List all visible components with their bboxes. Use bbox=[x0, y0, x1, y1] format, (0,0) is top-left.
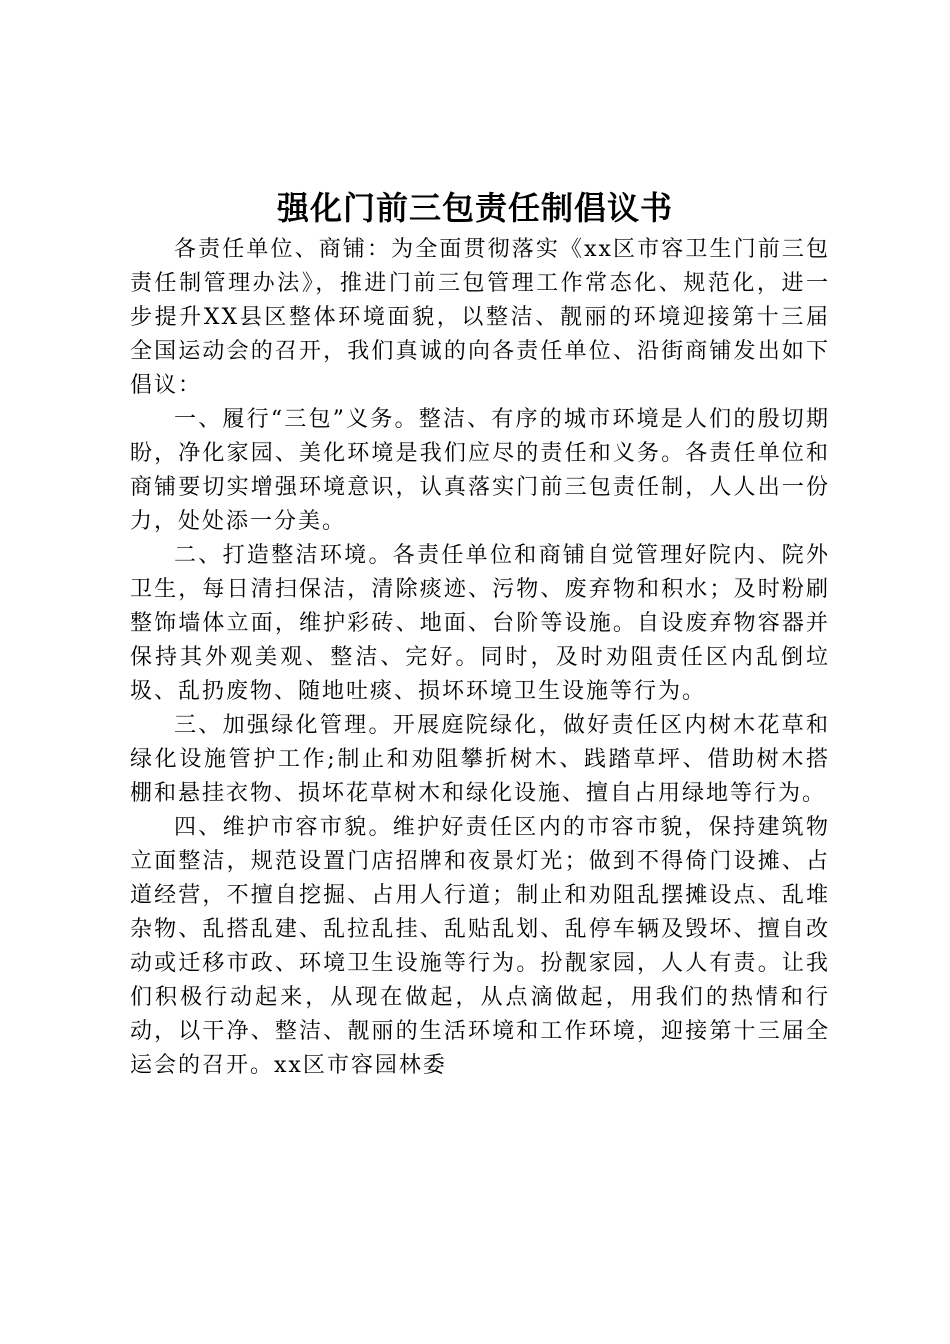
paragraph-intro: 各责任单位、商铺：为全面贯彻落实《xx区市容卫生门前三包责任制管理办法》，推进门前三包管理工作常态化、规范化，进一步提升XX县区整体环境面貌，以整洁、靓丽的环境迎接第十三届全国运动会的召开，我们真诚的向各责任单位、沿街商铺发出如下倡议： bbox=[130, 237, 830, 398]
document-body bbox=[130, 233, 830, 1083]
paragraph-item-4: 四、维护市容市貌。维护好责任区内的市容市貌，保持建筑物立面整洁，规范设置门店招牌和夜景灯光；做到不得倚门设摊、占道经营，不擅自挖掘、占用人行道；制止和劝阻乱摆摊设点、乱堆杂物、乱搭乱建、乱拉乱挂、乱贴乱划、乱停车辆及毁坏、擅自改动或迁移市政、环境卫生设施等行为。扮靓家园，人人有责。让我们积极行动起来，从现在做起，从点滴做起，用我们的热情和行动，以干净、整洁、靓丽的生活环境和工作环境，迎接第十三届全运会的召开。xx区市容园林委 bbox=[130, 815, 830, 1078]
paragraph-item-2: 二、打造整洁环境。各责任单位和商铺自觉管理好院内、院外卫生，每日清扫保洁，清除痰迹、污物、废弃物和积水；及时粉刷整饰墙体立面，维护彩砖、地面、台阶等设施。自设废弃物容器并保持其外观美观、整洁、完好。同时，及时劝阻责任区内乱倒垃圾、乱扔废物、随地吐痰、损坏环境卫生设施等行为。 bbox=[130, 543, 830, 704]
paragraph-item-1: 一、履行“三包”义务。整洁、有序的城市环境是人们的殷切期盼，净化家园、美化环境是我们应尽的责任和义务。各责任单位和商铺要切实增强环境意识，认真落实门前三包责任制，人人出一份力，处处添一分美。 bbox=[130, 407, 830, 534]
paragraph-item-3: 三、加强绿化管理。开展庭院绿化，做好责任区内树木花草和绿化设施管护工作;制止和劝阻攀折树木、践踏草坪、借助树木搭棚和悬挂衣物、损坏花草树木和绿化设施、擅自占用绿地等行为。 bbox=[130, 713, 830, 806]
document-title: 强化门前三包责任制倡议书 bbox=[276, 189, 673, 227]
